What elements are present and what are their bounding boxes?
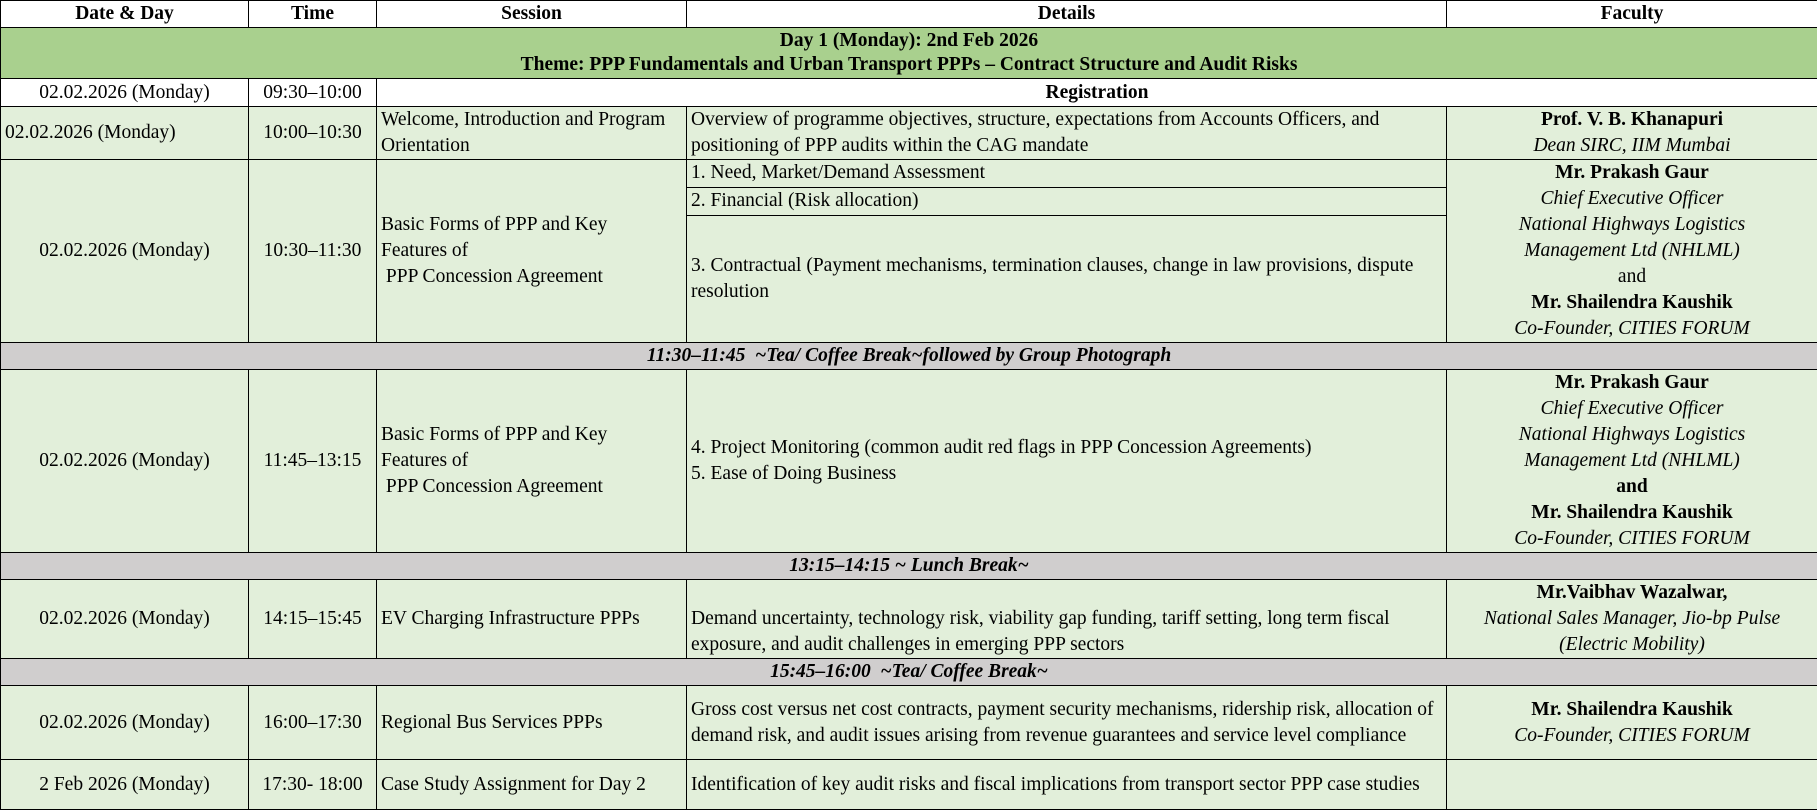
faculty-role: (Electric Mobility) bbox=[1451, 632, 1813, 658]
bus-faculty bbox=[1447, 686, 1817, 760]
day-header-cell bbox=[1, 28, 1817, 79]
session-line: Basic Forms of PPP and Key bbox=[381, 422, 682, 448]
faculty-and: and bbox=[1451, 264, 1813, 290]
lunch-label: 13:15–14:15 ~ Lunch Break~ bbox=[1, 553, 1817, 580]
faculty-and: and bbox=[1451, 474, 1813, 500]
ev-date: 02.02.2026 (Monday) bbox=[1, 580, 249, 659]
bus-date: 02.02.2026 (Monday) bbox=[1, 686, 249, 760]
ev-details: Demand uncertainty, technology risk, viability gap funding, tariff setting, long term fiscal exposure, and audit challenges in emerging PPP sectors bbox=[687, 580, 1447, 659]
session-line: Basic Forms of PPP and Key bbox=[381, 212, 682, 238]
detail-line: 5. Ease of Doing Business bbox=[691, 461, 1442, 487]
session-line: Features of bbox=[381, 448, 682, 474]
basic1-date: 02.02.2026 (Monday) bbox=[1, 160, 249, 343]
ev-faculty bbox=[1447, 580, 1817, 659]
welcome-row bbox=[1, 107, 1817, 160]
basic2-time: 11:45–13:15 bbox=[249, 370, 377, 553]
faculty-role: Chief Executive Officer bbox=[1451, 396, 1813, 422]
bus-session: Regional Bus Services PPPs bbox=[377, 686, 687, 760]
break2-label: 15:45–16:00 ~Tea/ Coffee Break~ bbox=[1, 659, 1817, 686]
day-theme: Theme: PPP Fundamentals and Urban Transport PPPs – Contract Structure and Audit Risks bbox=[5, 53, 1813, 77]
faculty-name: Mr. Prakash Gaur bbox=[1451, 370, 1813, 396]
faculty-name: Mr. Shailendra Kaushik bbox=[1451, 290, 1813, 316]
lunch-row bbox=[1, 553, 1817, 580]
ev-row bbox=[1, 580, 1817, 659]
faculty-role: Dean SIRC, IIM Mumbai bbox=[1451, 133, 1813, 159]
bus-row bbox=[1, 686, 1817, 760]
registration-label: Registration bbox=[377, 79, 1817, 107]
case-row bbox=[1, 760, 1817, 810]
break1-label: 11:30–11:45 ~Tea/ Coffee Break~followed by Group Photograph bbox=[1, 343, 1817, 370]
header-date: Date & Day bbox=[1, 1, 249, 28]
basic1-time: 10:30–11:30 bbox=[249, 160, 377, 343]
welcome-date: 02.02.2026 (Monday) bbox=[1, 107, 249, 160]
faculty-name: Mr. Prakash Gaur bbox=[1451, 160, 1813, 186]
header-time: Time bbox=[249, 1, 377, 28]
session-line: PPP Concession Agreement bbox=[381, 474, 682, 500]
ev-time: 14:15–15:45 bbox=[249, 580, 377, 659]
faculty-role: Management Ltd (NHLML) bbox=[1451, 238, 1813, 264]
basic1-detail-1: 1. Need, Market/Demand Assessment bbox=[687, 160, 1447, 188]
basic1-faculty bbox=[1447, 160, 1817, 343]
detail-line: 4. Project Monitoring (common audit red flags in PPP Concession Agreements) bbox=[691, 435, 1442, 461]
faculty-role: National Highways Logistics bbox=[1451, 422, 1813, 448]
case-time: 17:30- 18:00 bbox=[249, 760, 377, 810]
session-line: PPP Concession Agreement bbox=[381, 264, 682, 290]
faculty-role: National Sales Manager, Jio-bp Pulse bbox=[1451, 606, 1813, 632]
basic2-date: 02.02.2026 (Monday) bbox=[1, 370, 249, 553]
faculty-role: Chief Executive Officer bbox=[1451, 186, 1813, 212]
faculty-role: Co-Founder, CITIES FORUM bbox=[1451, 316, 1813, 342]
welcome-faculty bbox=[1447, 107, 1817, 160]
basic2-faculty bbox=[1447, 370, 1817, 553]
break1-row bbox=[1, 343, 1817, 370]
faculty-role: Co-Founder, CITIES FORUM bbox=[1451, 526, 1813, 552]
basic2-details bbox=[687, 370, 1447, 553]
faculty-role: Management Ltd (NHLML) bbox=[1451, 448, 1813, 474]
day-header-row bbox=[1, 28, 1817, 79]
header-details: Details bbox=[687, 1, 1447, 28]
bus-details: Gross cost versus net cost contracts, payment security mechanisms, ridership risk, allocation of demand risk, and audit issues arising from revenue guarantees and service level compliance bbox=[687, 686, 1447, 760]
basic1-session bbox=[377, 160, 687, 343]
header-faculty: Faculty bbox=[1447, 1, 1817, 28]
faculty-name: Mr. Shailendra Kaushik bbox=[1451, 697, 1813, 723]
faculty-name: Mr.Vaibhav Wazalwar, bbox=[1451, 580, 1813, 606]
basic1-detail-2: 2. Financial (Risk allocation) bbox=[687, 187, 1447, 215]
faculty-role: Co-Founder, CITIES FORUM bbox=[1451, 723, 1813, 749]
day-title: Day 1 (Monday): 2nd Feb 2026 bbox=[5, 29, 1813, 53]
header-session: Session bbox=[377, 1, 687, 28]
registration-time: 09:30–10:00 bbox=[249, 79, 377, 107]
header-row bbox=[1, 1, 1817, 28]
case-faculty bbox=[1447, 760, 1817, 810]
faculty-role: National Highways Logistics bbox=[1451, 212, 1813, 238]
basic1-row bbox=[1, 160, 1817, 188]
session-line: Features of bbox=[381, 238, 682, 264]
basic2-session bbox=[377, 370, 687, 553]
faculty-name: Prof. V. B. Khanapuri bbox=[1451, 107, 1813, 133]
bus-time: 16:00–17:30 bbox=[249, 686, 377, 760]
ev-session: EV Charging Infrastructure PPPs bbox=[377, 580, 687, 659]
basic2-row bbox=[1, 370, 1817, 553]
welcome-details: Overview of programme objectives, structure, expectations from Accounts Officers, and positioning of PPP audits within the CAG mandate bbox=[687, 107, 1447, 160]
faculty-name: Mr. Shailendra Kaushik bbox=[1451, 500, 1813, 526]
welcome-time: 10:00–10:30 bbox=[249, 107, 377, 160]
case-date: 2 Feb 2026 (Monday) bbox=[1, 760, 249, 810]
case-session: Case Study Assignment for Day 2 bbox=[377, 760, 687, 810]
case-details: Identification of key audit risks and fiscal implications from transport sector PPP case studies bbox=[687, 760, 1447, 810]
basic1-detail-3: 3. Contractual (Payment mechanisms, termination clauses, change in law provisions, dispute resolution bbox=[687, 215, 1447, 343]
registration-date: 02.02.2026 (Monday) bbox=[1, 79, 249, 107]
registration-row bbox=[1, 79, 1817, 107]
welcome-session: Welcome, Introduction and Program Orientation bbox=[377, 107, 687, 160]
break2-row bbox=[1, 659, 1817, 686]
